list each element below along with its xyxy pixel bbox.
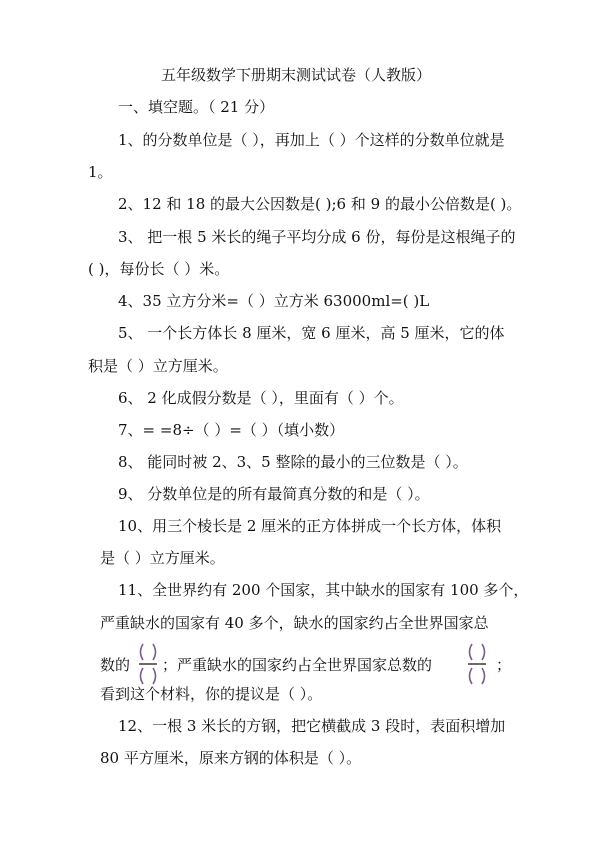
question-5-line-2: 积是（ ）立方厘米。	[88, 357, 228, 375]
question-2: 2、12 和 18 的最大公因数是( );6 和 9 的最小公倍数是( )。	[118, 195, 522, 213]
question-5-line-1: 5、 一个长方体长 8 厘米，宽 6 厘米，高 5 厘米，它的体	[118, 324, 505, 342]
question-12-line-2: 80 平方厘米，原来方钢的体积是（ ）。	[100, 749, 362, 767]
question-1-line-2: 1。	[88, 163, 113, 181]
question-8: 8、 能同时被 2、3、5 整除的最小的三位数是（ ）。	[118, 453, 468, 471]
fraction-blank-1	[137, 641, 159, 687]
question-11-line-1: 11、全世界约有 200 个国家，其中缺水的国家有 100 多个，	[118, 581, 529, 599]
exam-title: 五年级数学下册期末测试试卷（人教版）	[161, 66, 432, 84]
question-10-line-1: 10、用三个棱长是 2 厘米的正方体拼成一个长方体，体积	[118, 517, 502, 535]
question-11-line-4: 看到这个材料，你的提议是（ ）。	[100, 685, 323, 703]
question-4: 4、35 立方分米=（ ）立方米 63000ml=( )L	[118, 292, 430, 310]
question-9: 9、 分数单位是的所有最简真分数的和是（ ）。	[118, 485, 430, 503]
question-3-line-2: ( )，每份长（ ）米。	[88, 260, 230, 278]
section-heading-fill-in: 一、填空题。（ 21 分）	[118, 98, 275, 116]
question-11-line-3-middle: ；严重缺水的国家约占全世界国家总数的	[162, 656, 433, 674]
question-7: 7、= =8÷（ ）=（ ）（填小数）	[118, 421, 345, 439]
question-10-line-2: 是（ ）立方厘米。	[100, 549, 225, 567]
question-6: 6、 2 化成假分数是（ ），里面有（ ）个。	[118, 389, 404, 407]
question-12-line-1: 12、一根 3 米长的方钢，把它横截成 3 段时，表面积增加	[118, 717, 506, 735]
fraction-blank-2	[466, 641, 488, 687]
question-11-line-2: 严重缺水的国家有 40 多个，缺水的国家约占全世界国家总	[100, 614, 489, 632]
question-11-line-3-end: ；	[496, 656, 512, 674]
question-11-line-3-start: 数的	[100, 656, 131, 674]
question-1-line-1: 1、的分数单位是（ ），再加上（ ）个这样的分数单位就是	[118, 131, 505, 149]
question-3-line-1: 3、 把一根 5 米长的绳子平均分成 6 份，每份是这根绳子的	[118, 228, 516, 246]
